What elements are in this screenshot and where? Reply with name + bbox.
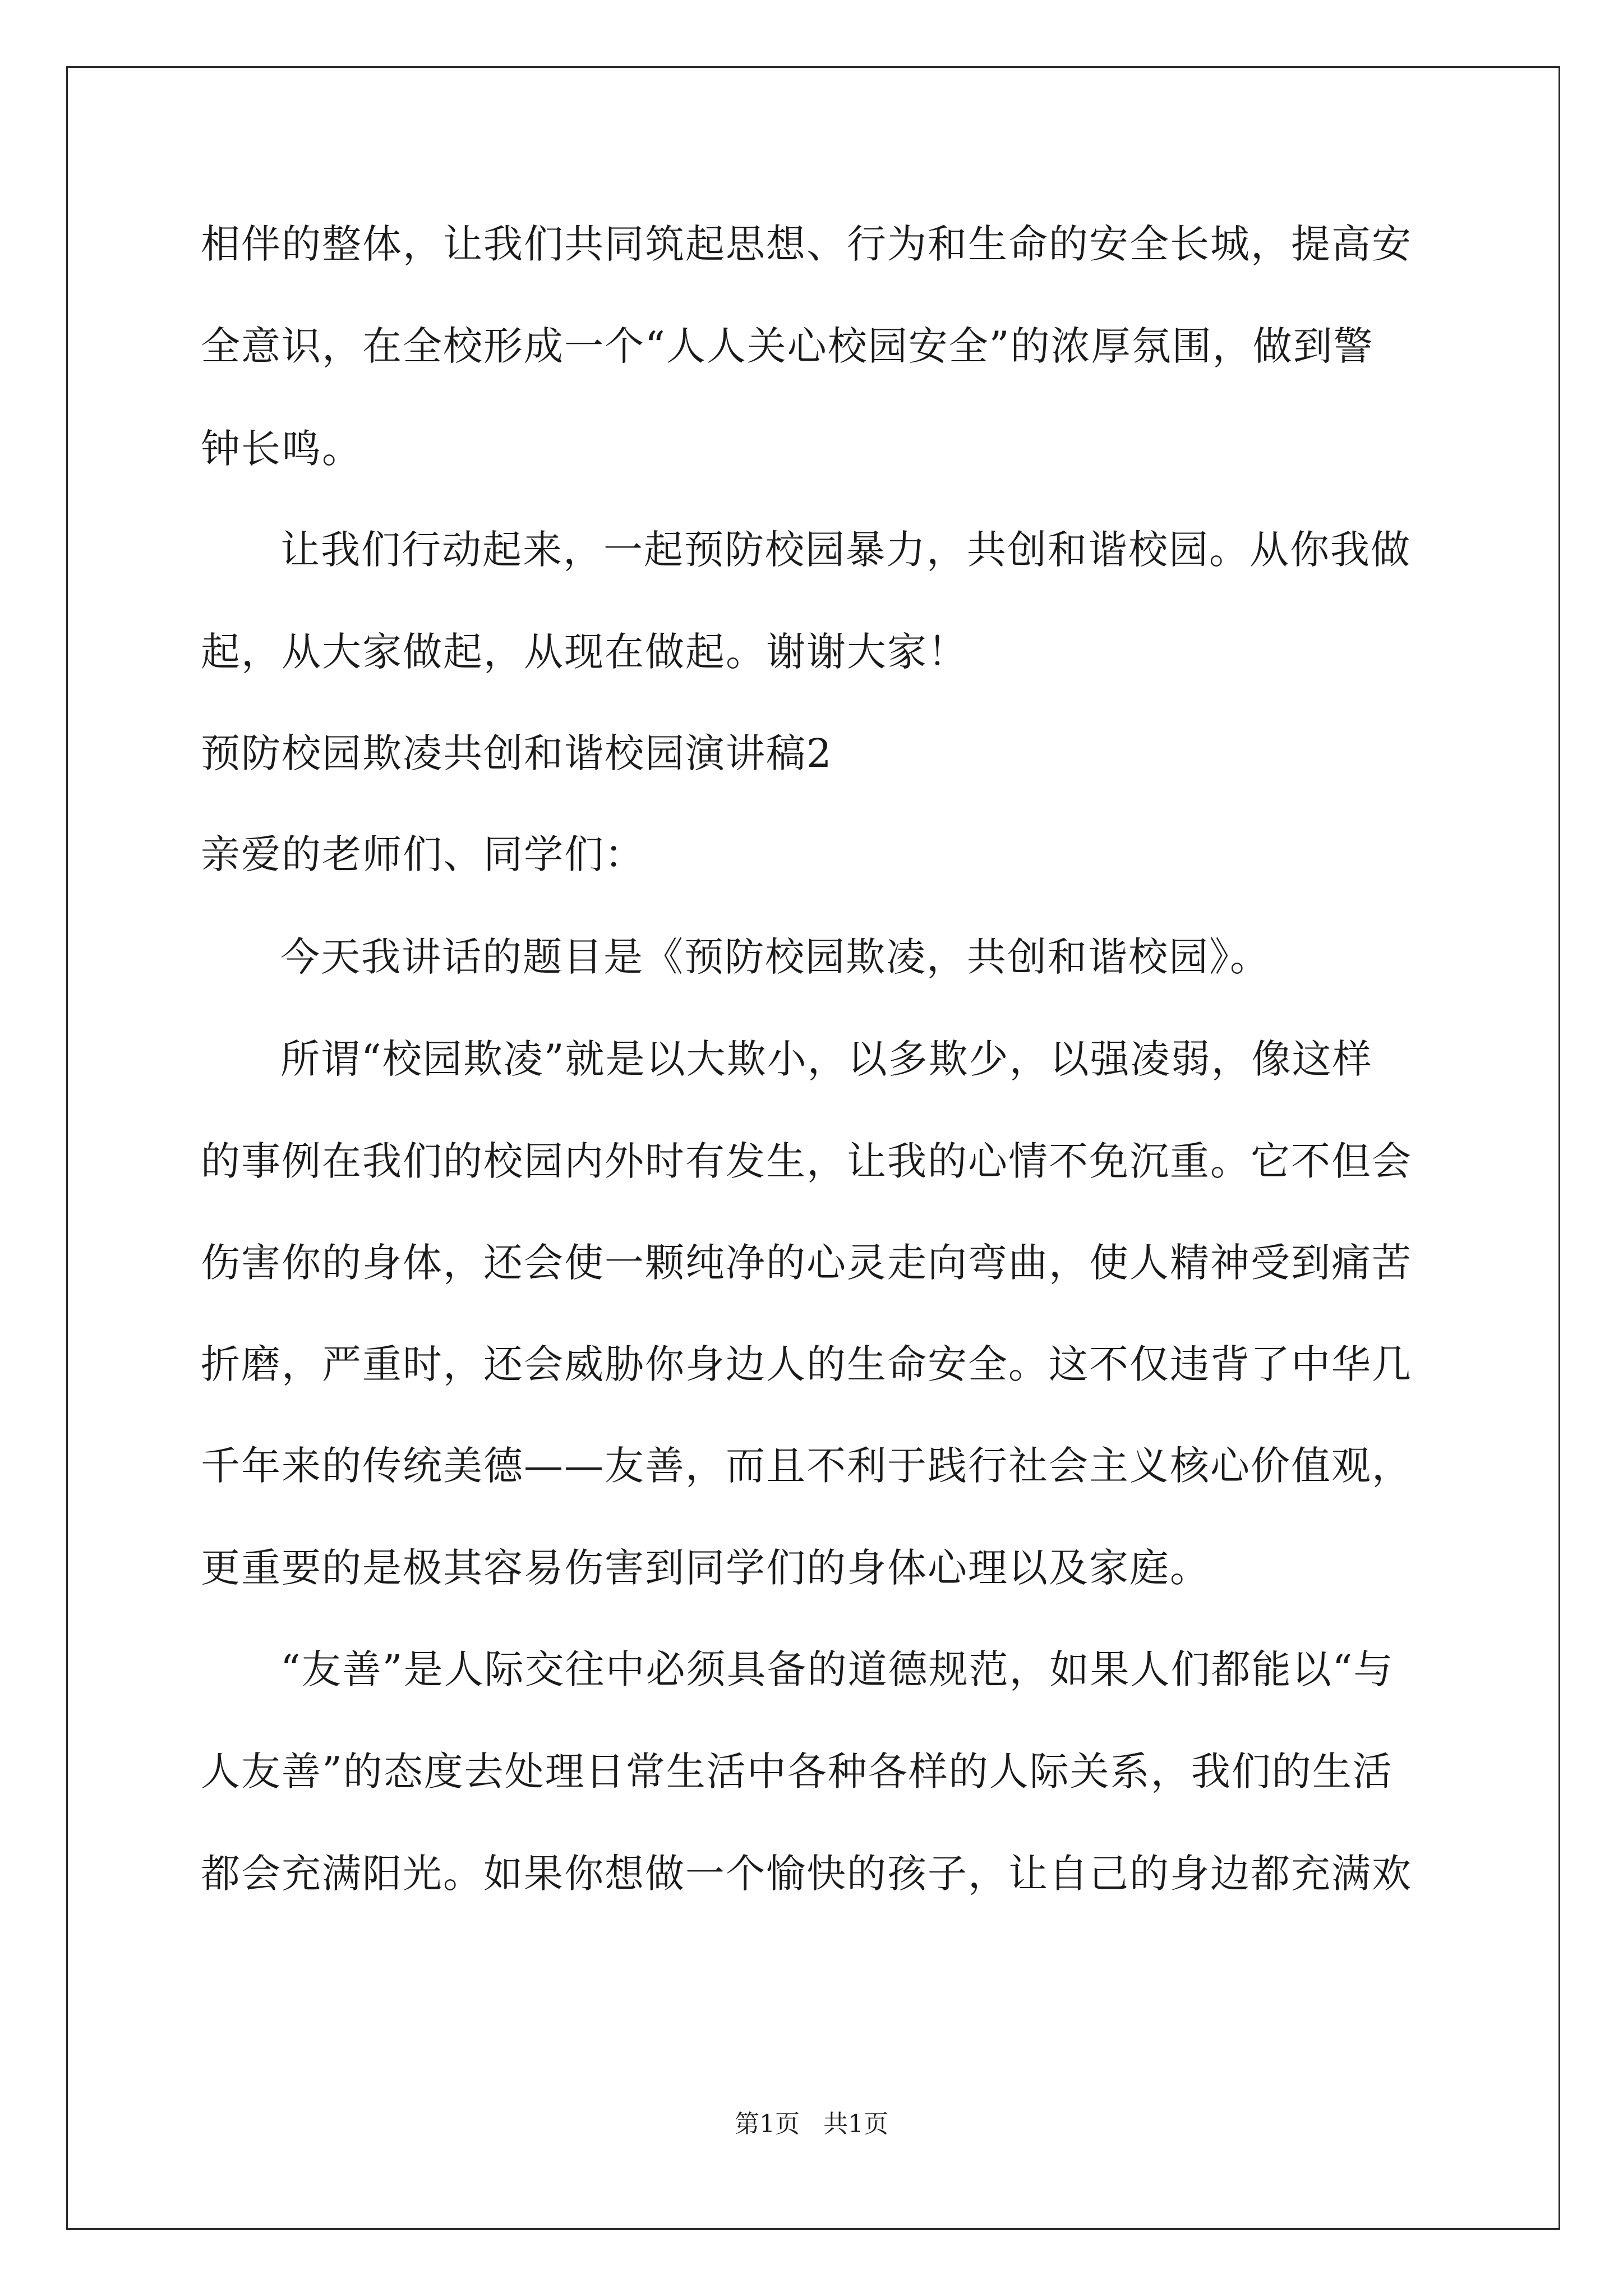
paragraph-line: 起，从大家做起，从现在做起。谢谢大家！ [201, 629, 968, 675]
page-total: 共1页 [823, 2110, 888, 2138]
paragraph-line: 钟长鸣。 [201, 426, 362, 472]
salutation: 亲爱的老师们、同学们： [201, 831, 645, 877]
paragraph-line: 所谓“校园欺凌”就是以大欺小，以多欺少，以强凌弱，像这样 [280, 1036, 1373, 1082]
paragraph-line: 都会充满阳光。如果你想做一个愉快的孩子，让自己的身边都充满欢 [201, 1851, 1412, 1897]
paragraph-line: 千年来的传统美德——友善，而且不利于践行社会主义核心价值观， [201, 1443, 1412, 1489]
paragraph-line: 人友善”的态度去处理日常生活中各种各样的人际关系，我们的生活 [201, 1749, 1393, 1795]
section-title: 预防校园欺凌共创和谐校园演讲稿2 [201, 730, 833, 776]
paragraph-line: 伤害你的身体，还会使一颗纯净的心灵走向弯曲，使人精神受到痛苦 [201, 1240, 1412, 1286]
page-number: 第1页 [735, 2110, 800, 2138]
page-footer [0, 2110, 1623, 2138]
paragraph-line: 折磨，严重时，还会威胁你身边人的生命安全。这不仅违背了中华几 [201, 1341, 1412, 1387]
paragraph-line: “友善”是人际交往中必须具备的道德规范，如果人们都能以“与 [280, 1646, 1394, 1692]
paragraph-line: 更重要的是极其容易伤害到同学们的身体心理以及家庭。 [201, 1545, 1210, 1591]
paragraph-line: 今天我讲话的题目是《预防校园欺凌，共创和谐校园》。 [280, 934, 1270, 980]
paragraph-line: 让我们行动起来，一起预防校园暴力，共创和谐校园。从你我做 [280, 527, 1411, 573]
paragraph-line: 相伴的整体，让我们共同筑起思想、行为和生命的安全长城，提高安 [201, 221, 1412, 267]
paragraph-line: 全意识，在全校形成一个“人人关心校园安全”的浓厚氛围，做到警 [201, 323, 1374, 369]
paragraph-line: 的事例在我们的校园内外时有发生，让我的心情不免沉重。它不但会 [201, 1138, 1412, 1184]
